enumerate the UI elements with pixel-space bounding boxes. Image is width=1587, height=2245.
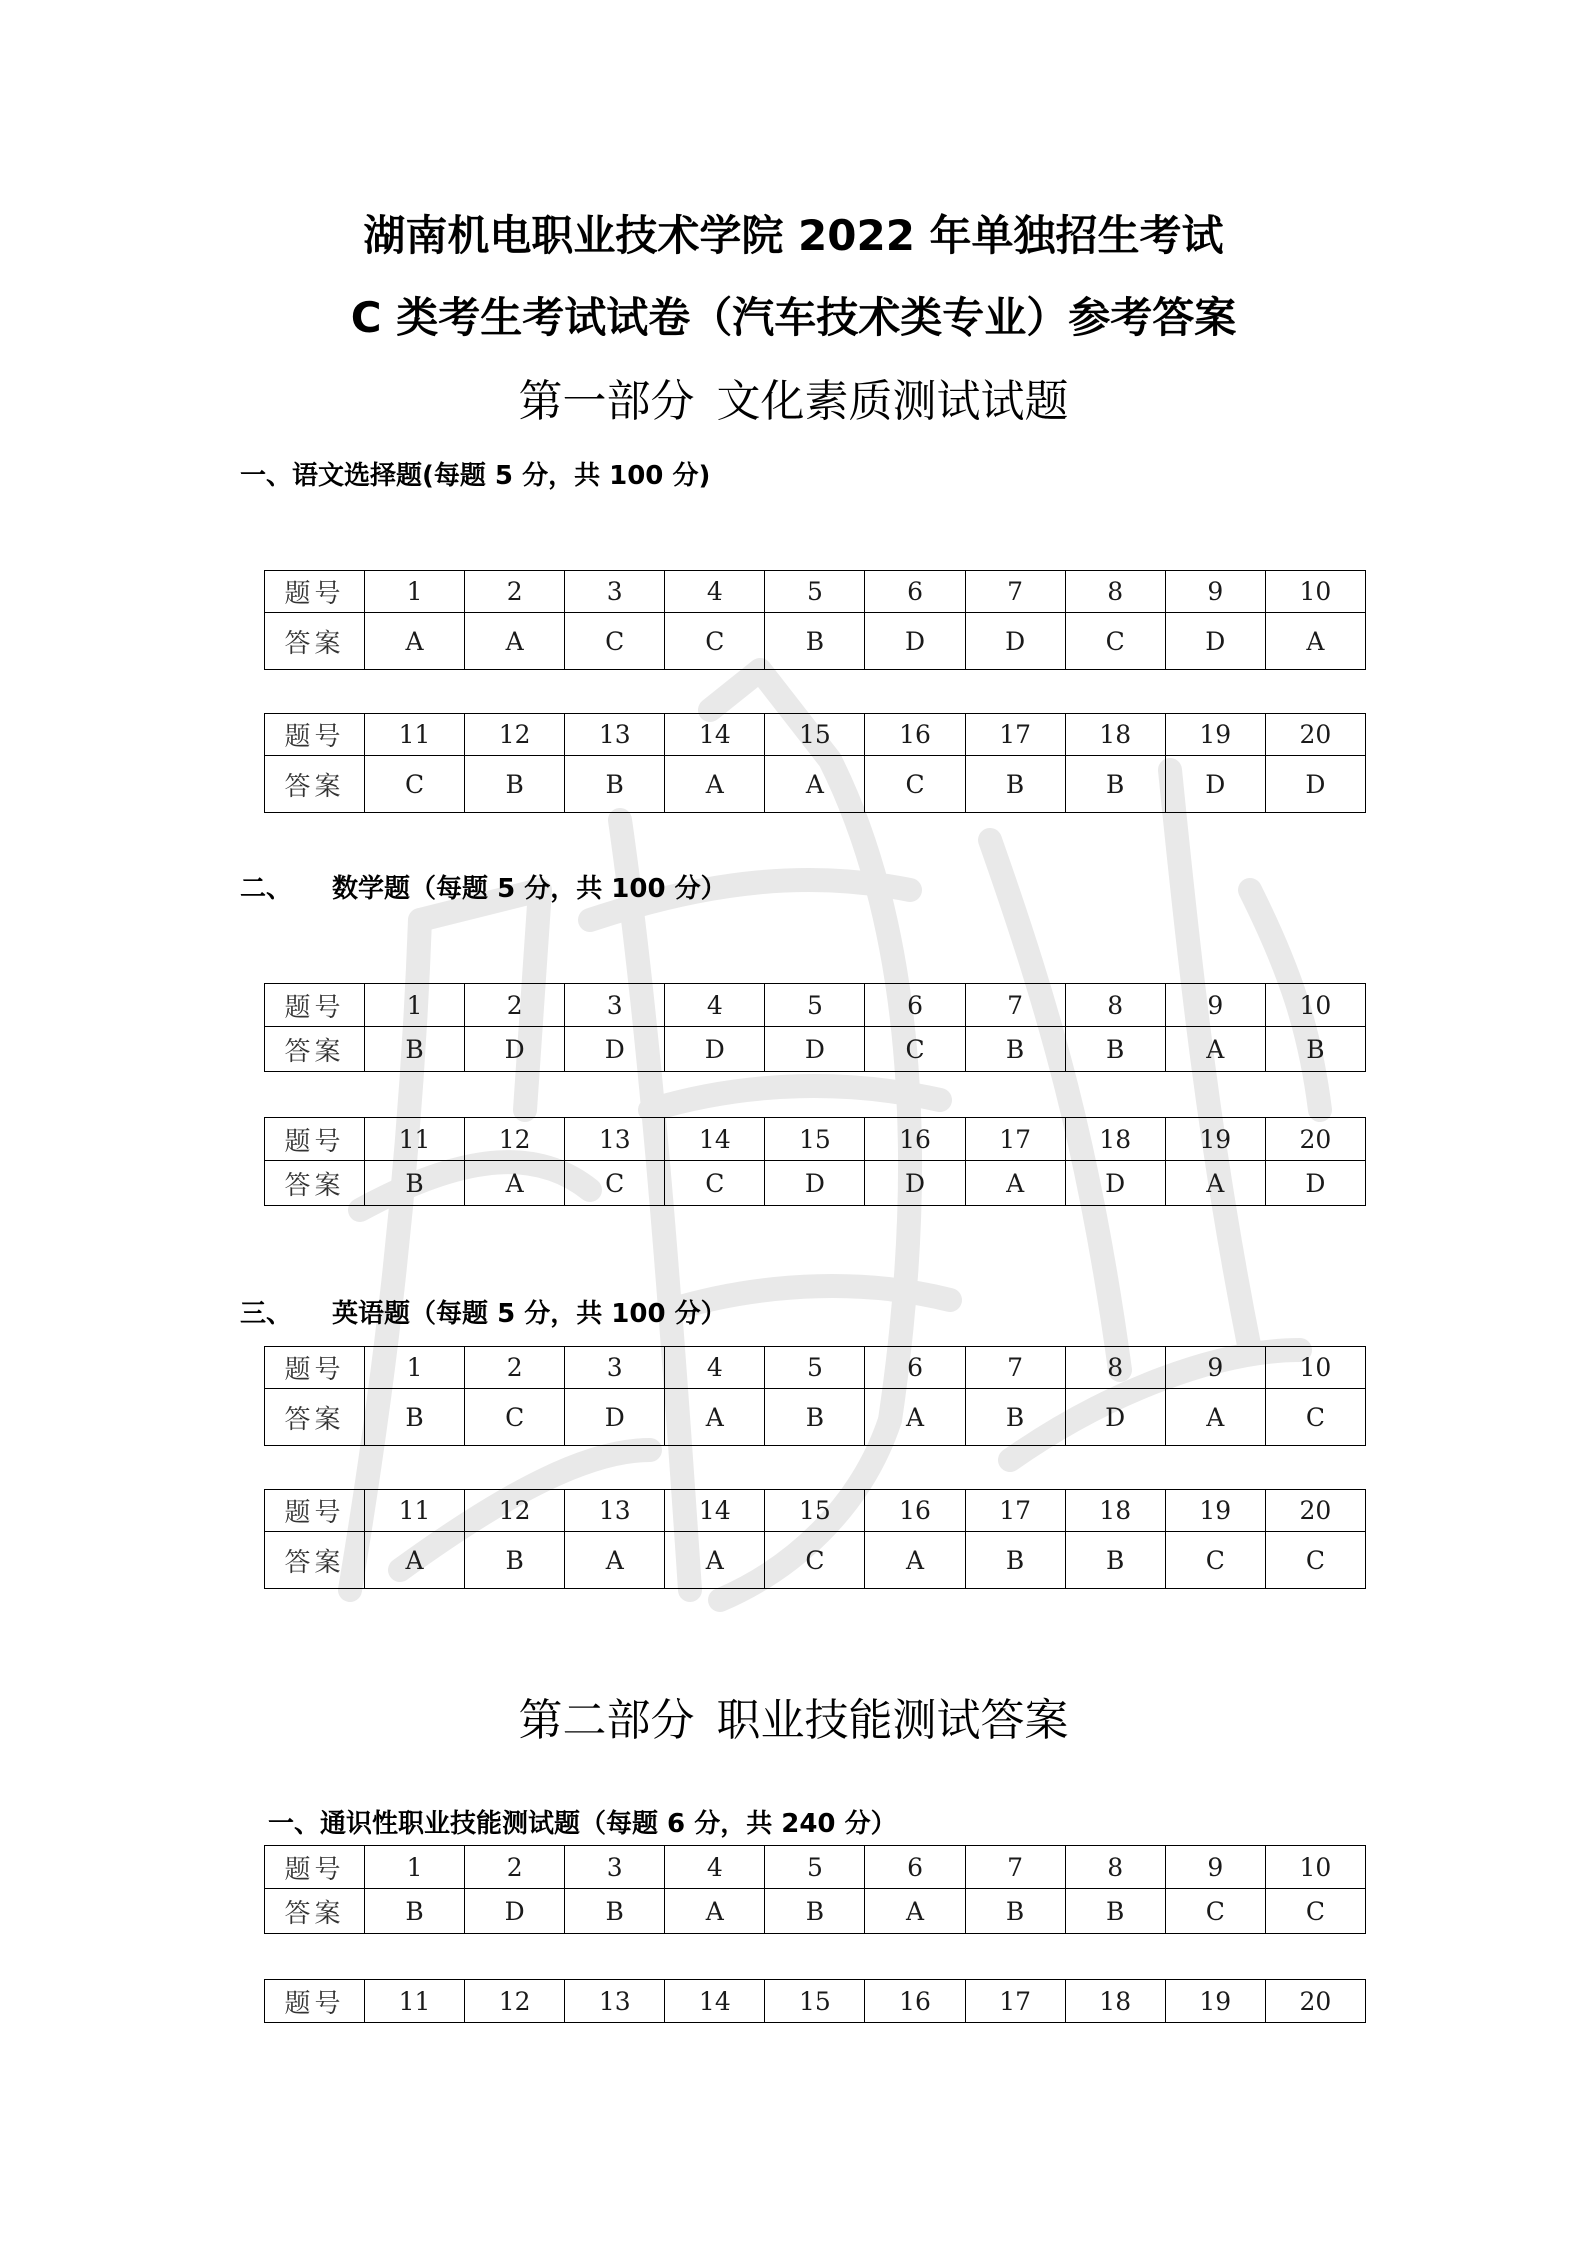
answer-cell: D [1165,756,1265,813]
answer-cell: D [1165,613,1265,670]
answer-row-label: 答案 [265,756,365,813]
answer-cell: A [565,1532,665,1589]
question-number-row-label: 题号 [265,1118,365,1161]
question-number-cell: 16 [865,1490,965,1532]
answer-cell: A [465,613,565,670]
answer-row-label: 答案 [265,1532,365,1589]
answer-cell: D [465,1027,565,1072]
question-number-cell: 12 [465,714,565,756]
answer-row [265,613,1366,670]
question-number-cell: 18 [1065,1980,1165,2023]
answer-cell: D [1065,1389,1165,1446]
answer-row [265,1027,1366,1072]
question-number-cell: 13 [565,1118,665,1161]
question-number-cell: 11 [365,1490,465,1532]
question-number-cell: 9 [1165,1347,1265,1389]
answer-cell: D [565,1389,665,1446]
answer-cell: C [865,1027,965,1072]
answer-cell: B [365,1161,465,1206]
question-number-cell: 20 [1265,1118,1365,1161]
question-number-cell: 13 [565,1980,665,2023]
part2-title-number: 第二部分 [518,1695,695,1746]
question-number-row-label: 题号 [265,1846,365,1889]
skills-table-2 [264,1979,1366,2023]
answer-cell: D [865,613,965,670]
question-number-cell: 8 [1065,984,1165,1027]
question-number-row [265,984,1366,1027]
answer-cell: B [1065,1027,1165,1072]
question-number-cell: 1 [365,571,465,613]
question-number-cell: 20 [1265,1490,1365,1532]
answer-cell: B [565,1889,665,1934]
answer-cell: B [965,1027,1065,1072]
answer-cell: C [465,1389,565,1446]
answer-cell: A [1165,1161,1265,1206]
answer-cell: C [665,1161,765,1206]
question-number-cell: 2 [465,571,565,613]
question-number-row [265,1118,1366,1161]
question-number-cell: 4 [665,571,765,613]
answer-cell: D [765,1161,865,1206]
question-number-cell: 7 [965,1347,1065,1389]
question-number-cell: 6 [865,1347,965,1389]
question-number-cell: 16 [865,1980,965,2023]
question-number-cell: 7 [965,1846,1065,1889]
answer-cell: A [765,756,865,813]
question-number-row-label: 题号 [265,1980,365,2023]
answer-cell: C [1065,613,1165,670]
question-number-row-label: 题号 [265,1347,365,1389]
answer-cell: B [365,1389,465,1446]
document-title-line2: C 类考生考试试卷（汽车技术类专业）参考答案 [350,293,1237,342]
question-number-cell: 7 [965,571,1065,613]
answer-cell: D [565,1027,665,1072]
answer-cell: A [365,1532,465,1589]
answer-cell: A [865,1889,965,1934]
question-number-cell: 4 [665,1347,765,1389]
section-english-number: 三、 [240,1299,293,1329]
question-number-cell: 1 [365,1846,465,1889]
answer-cell: C [365,756,465,813]
question-number-cell: 15 [765,1980,865,2023]
answer-cell: D [465,1889,565,1934]
question-number-cell: 6 [865,984,965,1027]
question-number-cell: 11 [365,1980,465,2023]
part1-title-number: 第一部分 [518,376,695,427]
answer-cell: A [1165,1389,1265,1446]
part1-title [0,375,1587,429]
question-number-cell: 18 [1065,714,1165,756]
answer-cell: B [965,756,1065,813]
section-english-heading [240,1298,727,1330]
section-english-text: 英语题（每题 5 分，共 100 分） [332,1299,727,1329]
question-number-cell: 4 [665,984,765,1027]
answer-cell: C [1265,1389,1365,1446]
answer-cell: B [765,1389,865,1446]
question-number-cell: 11 [365,714,465,756]
answer-cell: C [1265,1889,1365,1934]
answer-cell: D [1265,1161,1365,1206]
question-number-cell: 12 [465,1980,565,2023]
question-number-row-label: 题号 [265,571,365,613]
answer-cell: C [1265,1532,1365,1589]
answer-cell: B [565,756,665,813]
answer-cell: A [665,1532,765,1589]
answer-cell: A [1165,1027,1265,1072]
question-number-cell: 9 [1165,1846,1265,1889]
answer-cell: B [365,1889,465,1934]
section-math-heading [240,873,727,905]
answer-row-label: 答案 [265,613,365,670]
question-number-row-label: 题号 [265,1490,365,1532]
question-number-cell: 9 [1165,571,1265,613]
math-table-1 [264,983,1366,1072]
answer-cell: C [1165,1889,1265,1934]
question-number-cell: 10 [1265,1347,1365,1389]
question-number-cell: 17 [965,1118,1065,1161]
question-number-row-label: 题号 [265,714,365,756]
question-number-cell: 8 [1065,571,1165,613]
answer-cell: A [665,1389,765,1446]
question-number-cell: 20 [1265,714,1365,756]
question-number-row [265,571,1366,613]
question-number-cell: 5 [765,984,865,1027]
section-math-number: 二、 [240,874,293,904]
answer-row-label: 答案 [265,1027,365,1072]
question-number-cell: 3 [565,571,665,613]
question-number-cell: 5 [765,571,865,613]
part1-title-name: 文化素质测试试题 [716,376,1069,427]
answer-cell: A [865,1389,965,1446]
question-number-cell: 13 [565,1490,665,1532]
answer-cell: A [1265,613,1365,670]
answer-cell: B [965,1532,1065,1589]
answer-row [265,1532,1366,1589]
answer-cell: B [965,1389,1065,1446]
answer-cell: A [965,1161,1065,1206]
answer-cell: C [565,613,665,670]
answer-cell: C [765,1532,865,1589]
question-number-cell: 15 [765,714,865,756]
answer-cell: B [765,613,865,670]
question-number-cell: 10 [1265,1846,1365,1889]
question-number-row [265,1846,1366,1889]
answer-cell: A [665,756,765,813]
question-number-cell: 17 [965,1490,1065,1532]
english-table-1 [264,1346,1366,1446]
answer-cell: D [1065,1161,1165,1206]
chinese-table-2 [264,713,1366,813]
answer-cell: B [365,1027,465,1072]
question-number-cell: 16 [865,1118,965,1161]
question-number-cell: 17 [965,1980,1065,2023]
question-number-row [265,1980,1366,2023]
question-number-cell: 12 [465,1118,565,1161]
english-table-2 [264,1489,1366,1589]
answer-cell: A [865,1532,965,1589]
question-number-cell: 3 [565,984,665,1027]
answer-cell: B [1065,756,1165,813]
question-number-cell: 6 [865,1846,965,1889]
question-number-cell: 12 [465,1490,565,1532]
answer-row-label: 答案 [265,1389,365,1446]
question-number-row [265,1347,1366,1389]
answer-cell: B [965,1889,1065,1934]
question-number-cell: 3 [565,1846,665,1889]
question-number-cell: 4 [665,1846,765,1889]
question-number-cell: 8 [1065,1347,1165,1389]
answer-cell: C [865,756,965,813]
question-number-cell: 14 [665,1490,765,1532]
question-number-cell: 3 [565,1347,665,1389]
answer-cell: D [765,1027,865,1072]
answer-cell: B [465,756,565,813]
question-number-cell: 1 [365,1347,465,1389]
section-skills-heading: 一、通识性职业技能测试题（每题 6 分，共 240 分） [268,1809,897,1839]
answer-cell: A [665,1889,765,1934]
question-number-cell: 9 [1165,984,1265,1027]
answer-cell: B [1265,1027,1365,1072]
question-number-cell: 19 [1165,1980,1265,2023]
section-chinese-heading: 一、语文选择题(每题 5 分，共 100 分) [240,461,711,491]
question-number-cell: 1 [365,984,465,1027]
question-number-cell: 5 [765,1846,865,1889]
answer-cell: B [1065,1532,1165,1589]
answer-row-label: 答案 [265,1161,365,1206]
part2-title [0,1694,1587,1748]
question-number-cell: 2 [465,1846,565,1889]
question-number-row-label: 题号 [265,984,365,1027]
answer-cell: B [765,1889,865,1934]
answer-cell: C [565,1161,665,1206]
question-number-cell: 19 [1165,1118,1265,1161]
answer-row [265,1389,1366,1446]
answer-cell: B [1065,1889,1165,1934]
answer-cell: D [665,1027,765,1072]
question-number-cell: 18 [1065,1490,1165,1532]
question-number-cell: 16 [865,714,965,756]
question-number-cell: 5 [765,1347,865,1389]
answer-cell: D [965,613,1065,670]
document-title-line1: 湖南机电职业技术学院 2022 年单独招生考试 [363,211,1224,260]
section-math-text: 数学题（每题 5 分，共 100 分） [332,874,727,904]
question-number-cell: 10 [1265,571,1365,613]
question-number-cell: 11 [365,1118,465,1161]
answer-row [265,1889,1366,1934]
question-number-cell: 6 [865,571,965,613]
question-number-cell: 18 [1065,1118,1165,1161]
question-number-cell: 14 [665,1118,765,1161]
question-number-cell: 15 [765,1490,865,1532]
answer-cell: C [665,613,765,670]
question-number-cell: 2 [465,984,565,1027]
question-number-cell: 15 [765,1118,865,1161]
answer-row [265,1161,1366,1206]
answer-row [265,756,1366,813]
question-number-row [265,714,1366,756]
question-number-cell: 2 [465,1347,565,1389]
answer-cell: D [865,1161,965,1206]
question-number-row [265,1490,1366,1532]
question-number-cell: 10 [1265,984,1365,1027]
answer-cell: A [365,613,465,670]
answer-cell: B [465,1532,565,1589]
question-number-cell: 14 [665,714,765,756]
answer-cell: D [1265,756,1365,813]
question-number-cell: 20 [1265,1980,1365,2023]
answer-cell: C [1165,1532,1265,1589]
question-number-cell: 19 [1165,714,1265,756]
question-number-cell: 14 [665,1980,765,2023]
math-table-2 [264,1117,1366,1206]
question-number-cell: 13 [565,714,665,756]
part2-title-name: 职业技能测试答案 [716,1695,1069,1746]
question-number-cell: 17 [965,714,1065,756]
answer-row-label: 答案 [265,1889,365,1934]
question-number-cell: 7 [965,984,1065,1027]
chinese-table-1 [264,570,1366,670]
answer-cell: A [465,1161,565,1206]
skills-table-1 [264,1845,1366,1934]
question-number-cell: 8 [1065,1846,1165,1889]
question-number-cell: 19 [1165,1490,1265,1532]
